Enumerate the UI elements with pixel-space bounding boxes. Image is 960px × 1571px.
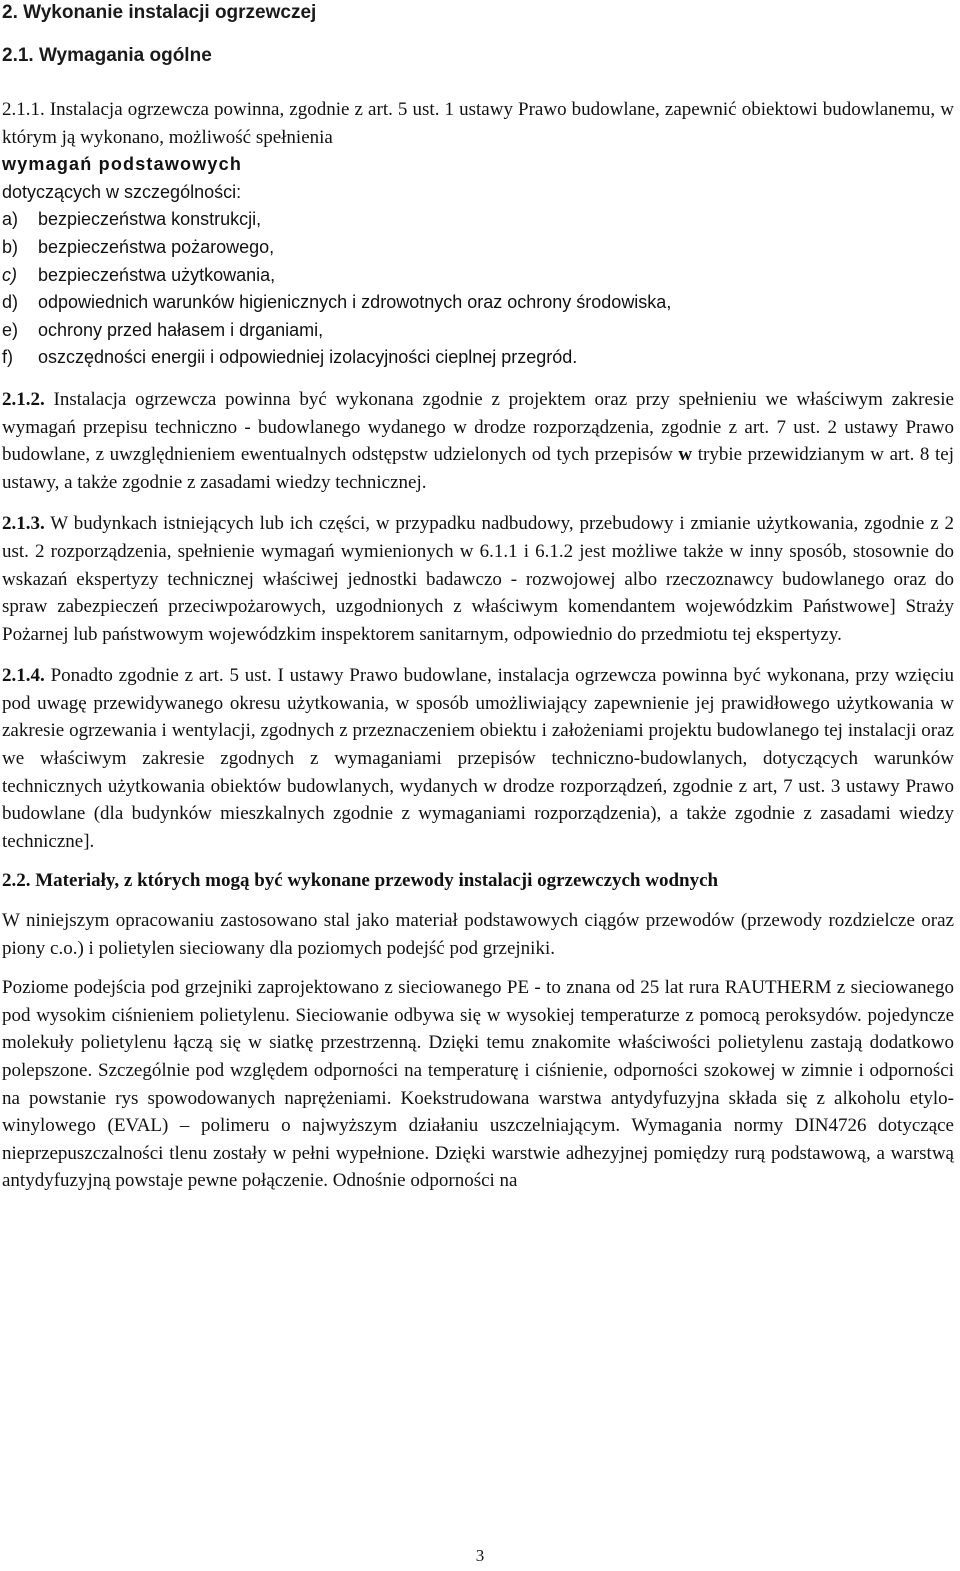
list-item-text: oszczędności energii i odpowiedniej izolacyjności cieplnej przegród.	[38, 347, 578, 368]
list-item-text: bezpieczeństwa konstrukcji,	[38, 209, 262, 230]
section-heading-2-2: 2.2. Materiały, z których mogą być wykonane przewody instalacji ogrzewczych wodnych	[2, 870, 719, 892]
list-item-label: e)	[2, 319, 19, 340]
subsection-heading-2-1: 2.1. Wymagania ogólne	[2, 45, 212, 66]
list-item-text: odpowiednich warunków higienicznych i zdrowotnych oraz ochrony środowiska,	[38, 292, 672, 313]
paragraph-2-1-4	[2, 662, 954, 855]
requirements-list	[2, 206, 954, 372]
list-item-text: ochrony przed hałasem i drganiami,	[38, 319, 324, 340]
paragraph-text-end: trybie przewidzianym w art. 8 tej ustawy, a także zgodnie z zasadami wiedzy technicznej.	[2, 444, 954, 493]
paragraph-text: Ponadto zgodnie z art. 5 ust. I ustawy Prawo budowlane, instalacja ogrzewcza powinna być wykonana, przy wzięciu pod uwagę przewidywanego okresu użytkowania, w sposób umożliwiający zapewnienie jej prawidłowego użytkowania w zakresie ogrzewania i wentylacji, zgodnych z przeznaczeniem obiektu i założeniami projektu budowlanego tej instalacji oraz we właściwym zakresie zgodnych z wymaganiami przepisów techniczno-budowlanych, dotyczących warunków technicznych użytkowania obiektów budowlanych, wydanych w drodze rozporządzeń, zgodnie z art, 7 ust. 3 ustawy Prawo budowlane (dla budynków mieszkalnych zgodnie z wymaganiami rozporządzenia), a także zgodnie z zasadami wiedzy techniczne].	[2, 665, 954, 852]
paragraph-materials-1: W niniejszym opracowaniu zastosowano stal jako materiał podstawowych ciągów przewodów (przewody rozdzielcze oraz piony c.o.) i polietylen sieciowany dla poziomych podejść pod grzejniki.	[2, 910, 954, 959]
paragraph-2-1-3	[2, 510, 954, 648]
paragraph-text: Instalacja ogrzewcza powinna być wykonana zgodnie z projektem oraz przy spełnieniu we właściwym zakresie wymagań przepisu techniczno - budowlanego wydanego w drodze rozporządzenia, zgodnie z art. 7 ust. 2 ustawy Prawo budowlane, z uwzględnieniem ewentualnych odstępstw udzielonych od tych przepisów	[2, 388, 954, 466]
paragraph-number: 2.1.3.	[2, 513, 45, 535]
paragraph-2-1-2	[2, 386, 954, 496]
section-heading-2: 2. Wykonanie instalacji ogrzewczej	[2, 2, 317, 23]
paragraph-2-1-1	[2, 96, 954, 151]
list-item	[2, 344, 954, 372]
paragraph-2-1-1-intro-line: dotyczących w szczególności:	[2, 181, 242, 202]
list-item-label: c)	[2, 264, 17, 285]
paragraph-number: 2.1.1.	[2, 99, 45, 120]
list-item	[2, 262, 954, 290]
list-item-label: a)	[2, 209, 19, 230]
paragraph-2-1-1-spaced-line: wymagań podstawowych	[2, 154, 243, 175]
list-item-label: d)	[2, 292, 19, 313]
list-item	[2, 234, 954, 262]
paragraph-bold-word: w	[678, 444, 693, 466]
paragraph-number: 2.1.4.	[2, 665, 45, 687]
paragraph-materials-2: Poziome podejścia pod grzejniki zaprojektowano z sieciowanego PE - to znana od 25 lat rura RAUTHERM z sieciowanego pod wysokim ciśnieniem polietylenu. Sieciowanie odbywa się w wysokiej temperaturze z pomocą peroksydów. pojedyncze molekuły polietylenu łączą się w siatkę przestrzenną. Dzięki temu znakomite właściwości polietylenu zastają dodatkowo polepszone. Szczególnie pod względem odporności na temperaturę i ciśnienie, odporności szokowej w zimnie i odporności na powstanie rys spowodowanych naprężeniami. Koekstrudowana warstwa antydyfuzyjna składa się z alkoholu etylo-winylowego (EVAL) – polimeru o najwyższym działaniu uszczelniającym. Wymagania normy DIN4726 dotyczące nieprzepuszczalności tlenu zostały w pełni wypełnione. Dzięki warstwie adhezyjnej pomiędzy rurą podstawową, a warstwą antydyfuzyjną powstaje pewne połączenie. Odnośnie odporności na	[2, 977, 954, 1192]
list-item-label: b)	[2, 236, 19, 257]
paragraph-number: 2.1.2.	[2, 388, 45, 410]
list-item	[2, 206, 954, 234]
list-item-label: f)	[2, 347, 13, 368]
page-number: 3	[475, 1546, 485, 1565]
list-item	[2, 289, 954, 317]
list-item	[2, 317, 954, 345]
list-item-text: bezpieczeństwa użytkowania,	[38, 264, 276, 285]
list-item-text: bezpieczeństwa pożarowego,	[38, 236, 275, 257]
paragraph-text: W budynkach istniejących lub ich części, w przypadku nadbudowy, przebudowy i zmianie użytkowania, zgodnie z 2 ust. 2 rozporządzenia, spełnienie wymagań wymienionych w 6.1.1 i 6.1.2 jest możliwe także w inny sposób, stosownie do wskazań ekspertyzy technicznej właściwej jednostki badawczo - rozwojowej albo rzeczoznawcy budowlanego oraz do spraw zabezpieczeń przeciwpożarowych, uzgodnionych z właściwym komendantem wojewódzkim Państwowe] Straży Pożarnej lub państwowym wojewódzkim inspektorem sanitarnym, odpowiednio do przedmiotu tej ekspertyzy.	[2, 513, 954, 645]
paragraph-text: Instalacja ogrzewcza powinna, zgodnie z art. 5 ust. 1 ustawy Prawo budowlane, zapewnić obiektowi budowlanemu, w którym ją wykonano, możliwość spełnienia	[2, 99, 954, 148]
